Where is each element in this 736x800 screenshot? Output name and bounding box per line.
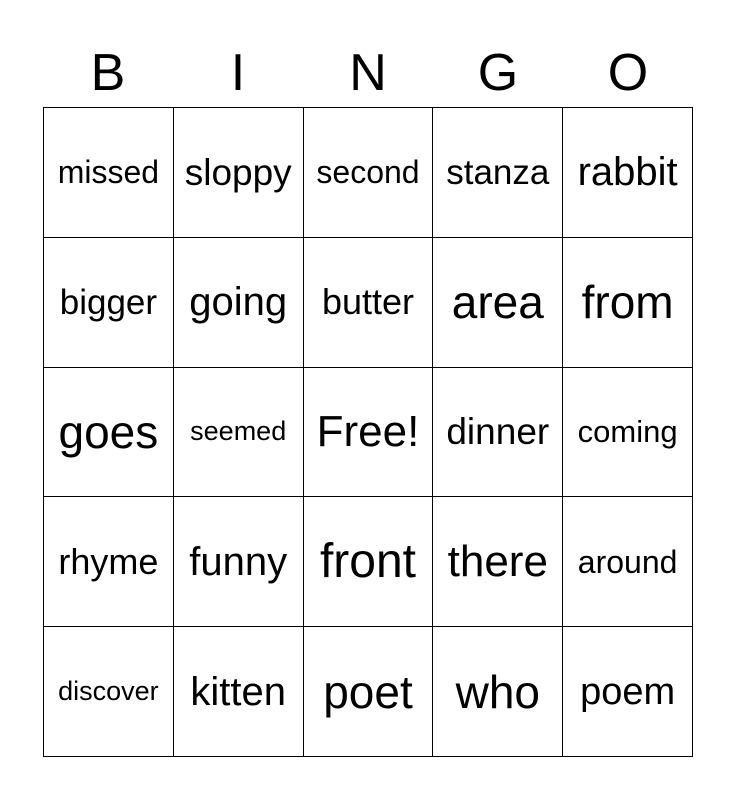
- bingo-cell-word: discover: [58, 676, 159, 707]
- bingo-cell-word: from: [581, 276, 674, 329]
- bingo-cell[interactable]: [563, 368, 693, 498]
- bingo-cell-word: second: [316, 154, 420, 191]
- bingo-cell[interactable]: [563, 497, 693, 627]
- header-letter-b: B: [90, 44, 126, 102]
- bingo-board: [43, 107, 693, 757]
- bingo-cell[interactable]: [44, 368, 174, 498]
- bingo-cell-word: butter: [321, 281, 415, 323]
- header-letter-i: I: [230, 44, 246, 102]
- bingo-cell-word: who: [455, 665, 540, 718]
- bingo-cell-word: bigger: [59, 282, 158, 322]
- bingo-cell[interactable]: [304, 238, 434, 368]
- bingo-cell-word: front: [319, 534, 417, 588]
- bingo-cell-word: seemed: [190, 416, 287, 447]
- bingo-header: [43, 40, 693, 106]
- bingo-cell-word: Free!: [316, 406, 420, 456]
- bingo-cell-word: kitten: [190, 669, 286, 714]
- bingo-cell-word: there: [447, 536, 548, 586]
- bingo-cell-word: goes: [58, 405, 159, 458]
- bingo-cell[interactable]: [304, 497, 434, 627]
- bingo-cell[interactable]: [433, 368, 563, 498]
- bingo-cell[interactable]: [433, 238, 563, 368]
- bingo-cell[interactable]: [304, 108, 434, 238]
- bingo-cell[interactable]: [174, 238, 304, 368]
- bingo-cell[interactable]: [174, 368, 304, 498]
- bingo-cell[interactable]: [563, 108, 693, 238]
- bingo-cell-word: poet: [323, 665, 413, 718]
- bingo-cell-word: rhyme: [58, 540, 159, 582]
- bingo-cell-word: going: [189, 280, 288, 325]
- bingo-cell-word: area: [451, 276, 544, 329]
- bingo-cell[interactable]: [304, 368, 434, 498]
- bingo-cell-word: dinner: [446, 411, 550, 453]
- bingo-cell[interactable]: [563, 238, 693, 368]
- bingo-cell[interactable]: [174, 627, 304, 757]
- bingo-cell-word: stanza: [446, 152, 550, 192]
- bingo-cell-word: around: [577, 543, 678, 580]
- bingo-cell-word: sloppy: [184, 151, 292, 193]
- header-letter-n: N: [349, 44, 387, 102]
- bingo-cell[interactable]: [174, 497, 304, 627]
- bingo-cell-word: poem: [580, 670, 676, 713]
- header-letter-o: O: [607, 44, 649, 102]
- bingo-cell[interactable]: [44, 238, 174, 368]
- bingo-cell[interactable]: [433, 497, 563, 627]
- bingo-cell[interactable]: [174, 108, 304, 238]
- bingo-cell[interactable]: [563, 627, 693, 757]
- bingo-cell-word: missed: [57, 154, 160, 191]
- bingo-cell-word: funny: [189, 539, 288, 584]
- bingo-cell[interactable]: [44, 497, 174, 627]
- bingo-cell-word: rabbit: [577, 150, 678, 195]
- header-letter-g: G: [477, 44, 519, 102]
- bingo-cell[interactable]: [44, 108, 174, 238]
- bingo-cell-word: coming: [577, 414, 678, 450]
- bingo-cell[interactable]: [304, 627, 434, 757]
- bingo-cell[interactable]: [44, 627, 174, 757]
- bingo-cell[interactable]: [433, 108, 563, 238]
- bingo-cell[interactable]: [433, 627, 563, 757]
